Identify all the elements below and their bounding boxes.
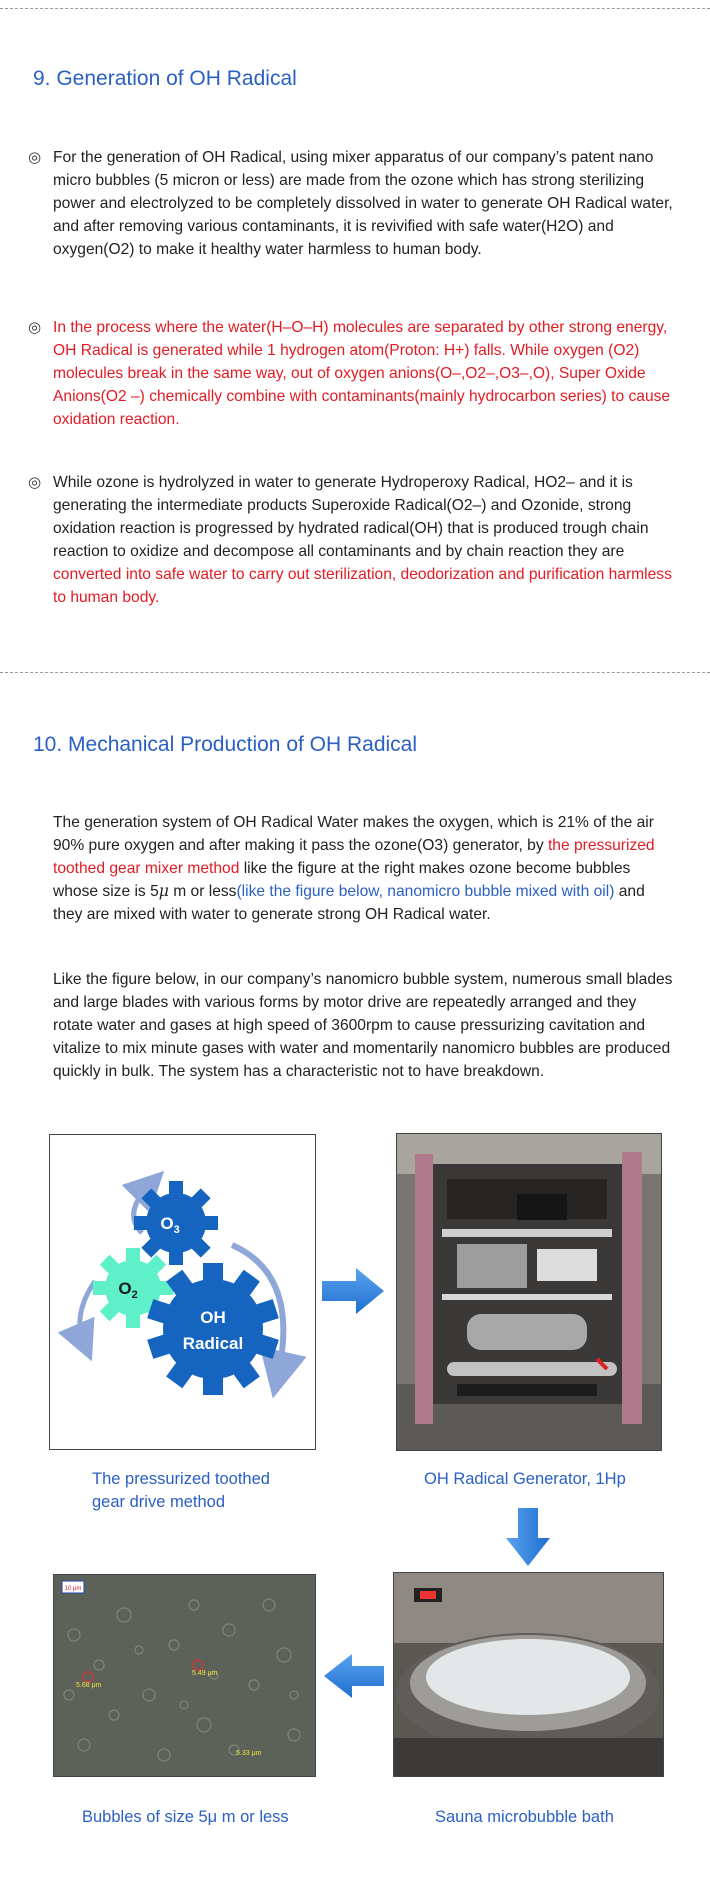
caption-sauna: Sauna microbubble bath <box>435 1808 614 1826</box>
section-10-p1-highlight-figure: (like the figure below, nanomicro bubble mixed with oil) <box>236 883 615 900</box>
section-9-paragraph-2-text: In the process where the water(H–O–H) molecules are separated by other strong energy, OH Radical is generated while 1 hydrogen atom(Proton: H+) falls. While oxygen (O2) molecules break in the same way, out of oxygen anions(O–,O2–,O3–,O), Super Oxide Anions(O2 –) chemically combine with contaminants(mainly hydrocarbon series) to cause oxidation reaction. <box>53 319 671 428</box>
bubbles-micrograph <box>53 1574 316 1777</box>
section-10-p1-text-d: m or less <box>168 883 237 900</box>
caption-generator: OH Radical Generator, 1Hp <box>424 1470 626 1488</box>
arrow-down-icon <box>506 1508 550 1566</box>
caption-gear-drive: The pressurized toothed gear drive method <box>92 1470 270 1511</box>
section-10-p1-text-a: The generation system of OH Radical Water makes the oxygen, which is 21% of the air 90% pure oxygen and after making it pass the ozone(O3) generator, by <box>53 814 654 854</box>
sauna-bath-photo <box>393 1572 664 1777</box>
section-9-paragraph-3 <box>28 471 678 609</box>
middle-divider <box>0 672 710 673</box>
section-10-paragraph-2: Like the figure below, in our company’s nanomicro bubble system, numerous small blades and large blades with various forms by motor drive are repeatedly arranged and they rotate water and gases at high speed of 3600rpm to cause pressurizing cavitation and vitalize to mix minute gases with water and momentarily nanomicro bubbles are produced quickly in bulk. The system has a characteristic not to have breakdown. <box>53 971 673 1080</box>
gear-diagram <box>50 1135 315 1449</box>
o3-label: $O_3$ <box>160 1214 180 1236</box>
section-10-title: 10. Mechanical Production of OH Radical <box>33 733 418 756</box>
micrograph-illustration <box>54 1575 315 1776</box>
sauna-illustration <box>394 1573 663 1776</box>
section-10-p1-text-f: and they are mixed with water to generate strong OH Radical water. <box>53 883 645 923</box>
oh-label: OH <box>200 1308 226 1327</box>
section-9-title: 9. Generation of OH Radical <box>33 67 297 90</box>
section-9-paragraph-1 <box>28 146 678 261</box>
caption-bubbles: Bubbles of size 5μ m or less <box>82 1808 289 1826</box>
o3-gear-icon <box>134 1181 218 1265</box>
bullet-icon: ◎ <box>28 319 42 336</box>
section-9-paragraph-2 <box>28 316 678 431</box>
generator-illustration <box>397 1134 661 1450</box>
micro-label-3: 5.33 μm <box>236 1750 262 1757</box>
o2-label: $O_2$ <box>118 1279 138 1301</box>
section-10-paragraph-1 <box>53 811 678 926</box>
arrow-left-icon <box>324 1654 384 1698</box>
section-10-p1-text-c: like the figure at the right makes ozone become bubbles whose size is 5 <box>53 860 631 900</box>
gear-diagram-figure <box>49 1134 316 1450</box>
section-9-paragraph-3-highlight: converted into safe water to carry out sterilization, deodorization and purification harmless to human body. <box>53 566 672 606</box>
bullet-icon: ◎ <box>28 149 42 166</box>
micro-scale-label: 10 μm <box>64 1586 82 1592</box>
top-divider <box>0 8 710 9</box>
section-10-p1-mu: μ <box>158 882 169 900</box>
section-9-paragraph-3-text: While ozone is hydrolyzed in water to generate Hydroperoxy Radical, HO2– and it is generating the intermediate products Superoxide Radical(O2–) and Ozonide, strong oxidation reaction is progressed by hydrated radical(OH) that is produced trough chain reaction to oxidize and decompose all contaminants and by chain reaction they are <box>53 474 649 560</box>
bullet-icon: ◎ <box>28 474 42 491</box>
curved-arrow-o2 <box>80 1281 95 1343</box>
arrow-right-icon <box>322 1268 384 1314</box>
oh-radical-generator-photo <box>396 1133 662 1451</box>
section-9-paragraph-1-text: For the generation of OH Radical, using mixer apparatus of our company’s patent nano micro bubbles (5 micron or less) are made from the ozone which has strong sterilizing power and electrolyzed to be completely dissolved in water to generate OH Radical water, and after removing various contaminants, it is revivified with safe water(H2O) and oxygen(O2) to make it healthy water harmless to human body. <box>53 149 673 258</box>
micro-label-2: 5.49 μm <box>192 1670 218 1677</box>
section-10-p1-highlight-method: the pressurized toothed gear mixer method <box>53 837 655 877</box>
micro-label-1: 5.68 μm <box>76 1682 102 1689</box>
radical-label: Radical <box>182 1334 244 1353</box>
